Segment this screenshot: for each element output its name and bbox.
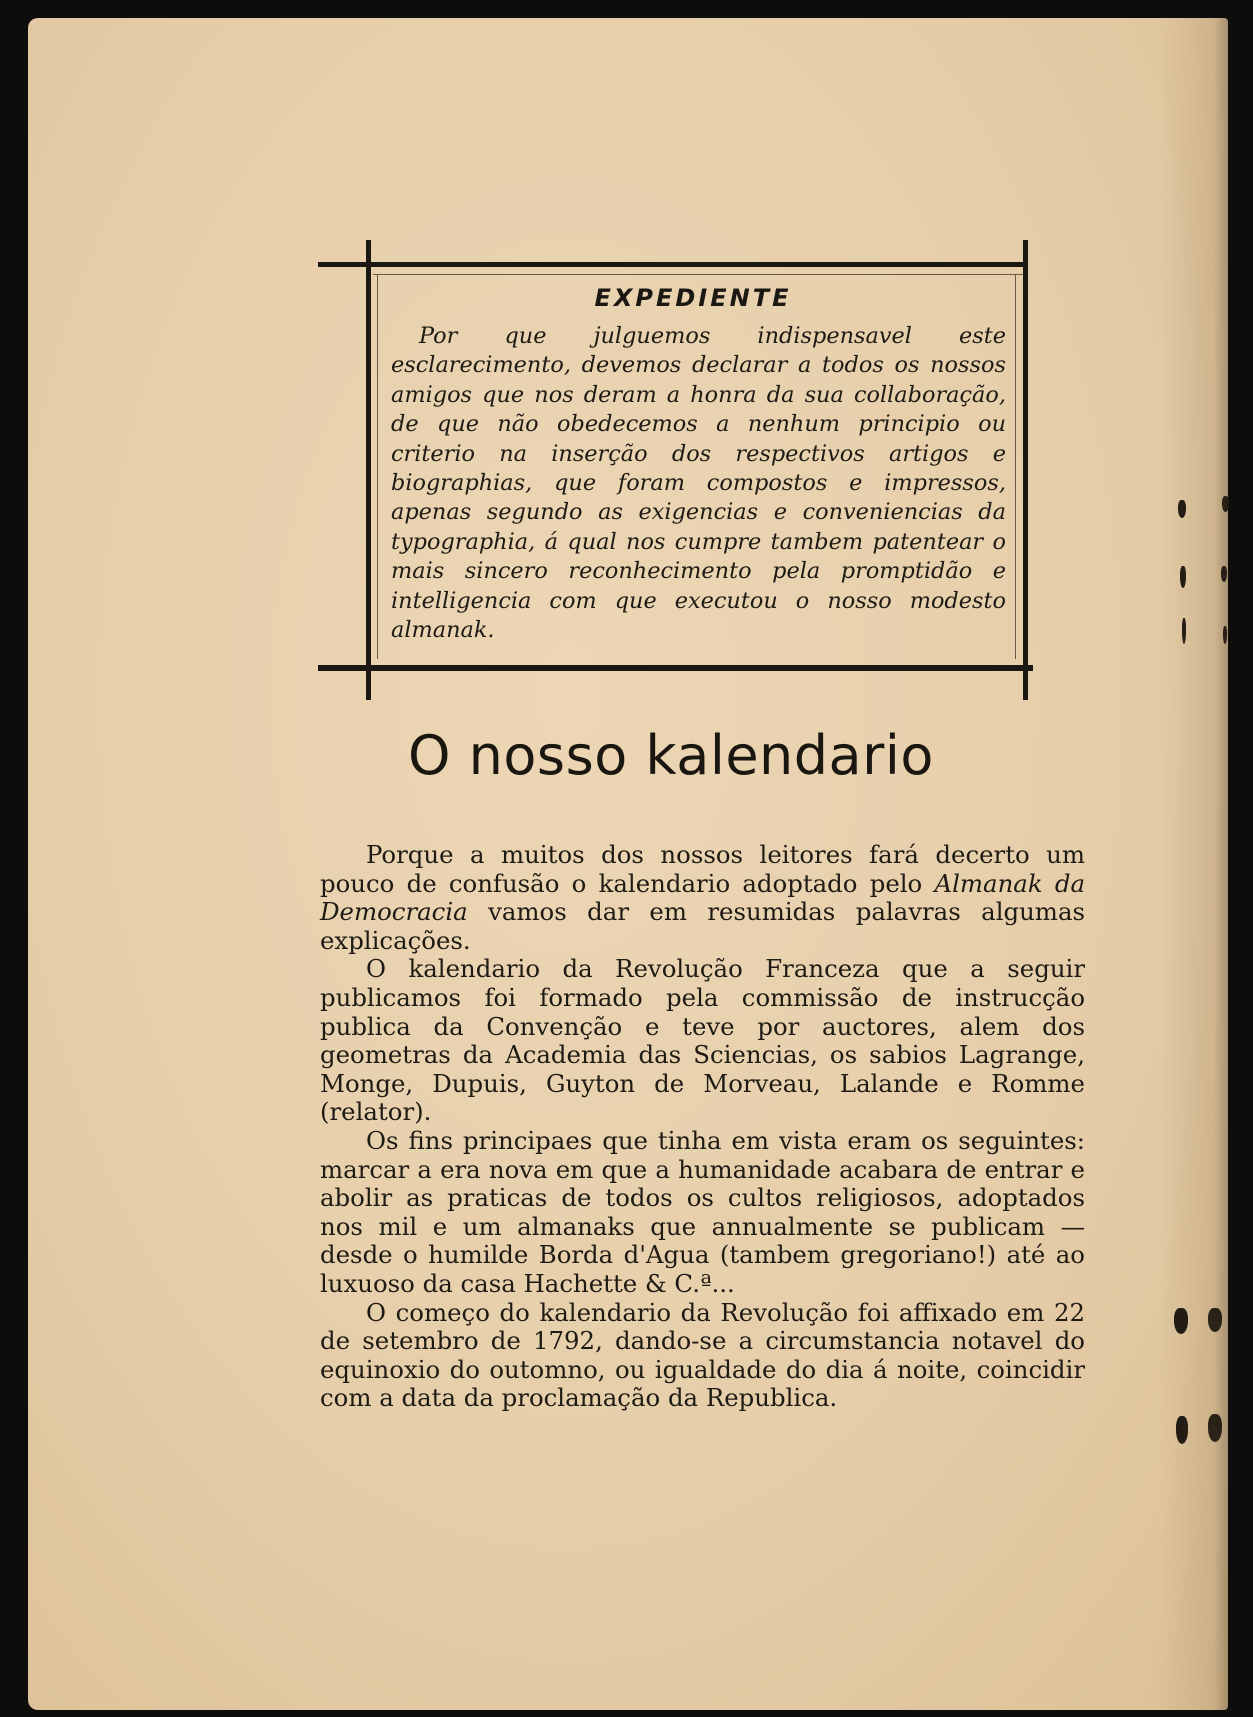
box-left-rule [366,240,371,700]
ink-mark [1221,566,1227,582]
box-inner-rule [373,274,1023,275]
box-inner-rule [377,274,378,659]
paper-page [28,18,1228,1710]
ink-mark [1223,626,1227,644]
article-paragraph [320,841,1085,955]
ink-mark [1208,1414,1222,1442]
ink-mark [1180,566,1186,588]
expediente-text: Por que julguemos indispensavel este esclarecimento, devemos declarar a todos os nossos amigos que nos deram a honra da sua collaboração, de que não obedecemos a nenhum principio ou criterio na inserção dos respectivos artigos e biographias, que foram compostos e impressos, apenas segundo as exigencias e conveniencias da typographia, á qual nos cumpre tambem patentear o mais sincero reconhecimento pela promptidão e intelligencia com que executou o nosso modesto almanak. [391,323,1006,644]
article-paragraph: O começo do kalendario da Revolução foi affixado em 22 de setembro de 1792, dando-se a circumstancia notavel do equinoxio do outomno, ou igualdade do dia á noite, coincidir com a data da proclamação da Republica. [320,1297,1085,1413]
ink-mark [1182,618,1186,644]
article-title: O nosso kalendario [408,724,934,787]
box-inner-rule [1015,274,1016,659]
paragraph-text: Porque a muitos dos nossos leitores fará decerto um pouco de confusão o kalendario adoptado pelo [320,840,1085,898]
expediente-box [343,262,1033,667]
box-right-rule [1023,240,1028,700]
expediente-title: EXPEDIENTE [594,284,792,312]
article-paragraph: Os fins principaes que tinha em vista eram os seguintes: marcar a era nova em que a humanidade acabara de entrar e abolir as praticas de todos os cultos religiosos, adoptados nos mil e um almanaks que annualmente se publicam — desde o humilde Borda d'Agua (tambem gregoriano!) até ao luxuoso da casa Hachette & C.ª... [320,1125,1085,1298]
ink-mark [1222,496,1229,512]
paragraph-text: vamos dar em resumidas palavras algumas explicações. [320,897,1085,955]
publication-name: Almanak da Democracia [320,868,1085,927]
ink-mark [1208,1308,1222,1332]
ink-mark [1178,500,1186,518]
article-paragraph: O kalendario da Revolução Franceza que a seguir publicamos foi formado pela commissão de instrucção publica da Convenção e teve por auctores, alem dos geometras da Academia das Sciencias, os sabios Lagrange, Monge, Dupuis, Guyton de Morveau, Lalande e Romme (relator). [320,954,1085,1127]
box-bottom-rule [318,665,1033,671]
article-body [320,841,1085,1413]
box-top-rule [318,262,1023,267]
ink-mark [1174,1308,1188,1334]
ink-mark [1176,1416,1188,1444]
